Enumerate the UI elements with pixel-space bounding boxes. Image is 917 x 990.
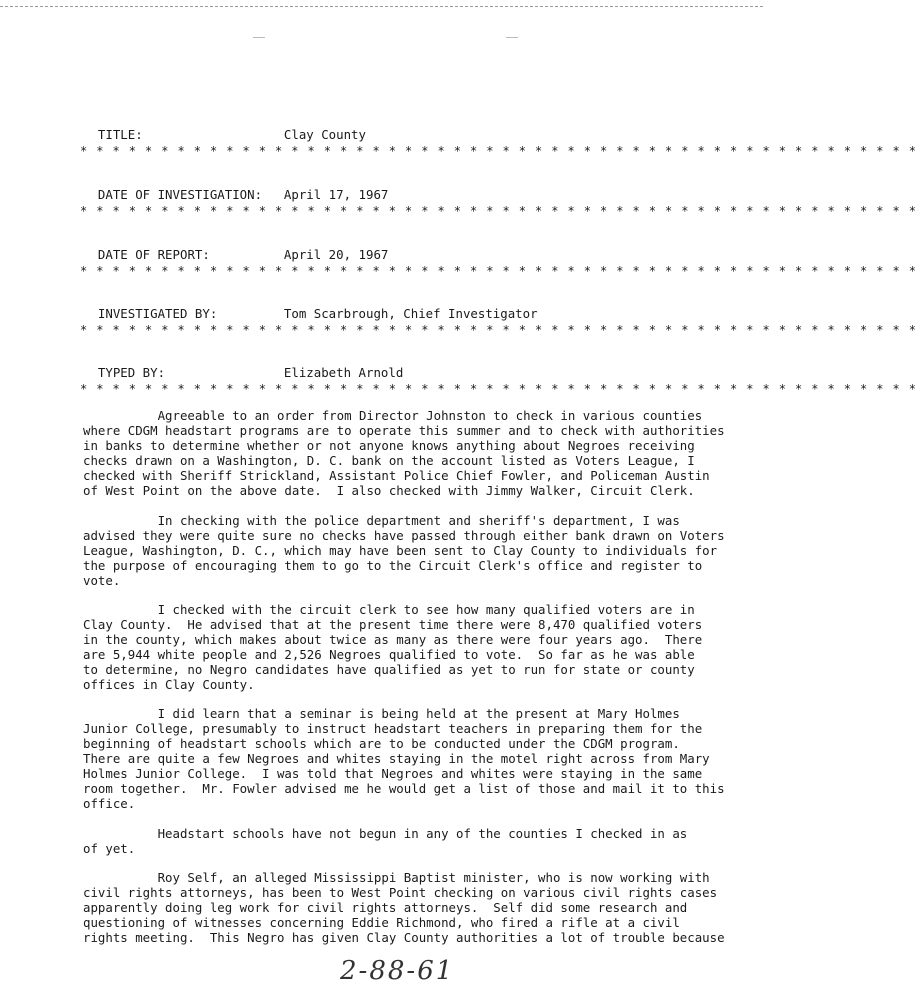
text-line: checks drawn on a Washington, D. C. bank on the account listed as Voters League, I <box>83 453 695 468</box>
typed-by-row <box>83 350 403 380</box>
typed-by-value: Elizabeth Arnold <box>283 365 404 380</box>
scan-speck <box>253 37 265 38</box>
title-value: Clay County <box>283 127 366 142</box>
text-line: I checked with the circuit clerk to see how many qualified voters are in <box>83 602 695 617</box>
separator: * * * * * * * * * * * * * * * * * * * * * * * * * * * * * * * * * * * * * * * * * * * * * * * * * * * * <box>80 382 917 396</box>
text-line: are 5,944 white people and 2,526 Negroes qualified to vote. So far as he was able <box>83 647 695 662</box>
date-investigation-value: April 17, 1967 <box>283 187 389 202</box>
text-line: apparently doing leg work for civil rights attorneys. Self did some research and <box>83 900 688 915</box>
text-line: Junior College, presumably to instruct headstart teachers in preparing them for the <box>83 721 703 736</box>
investigated-by-value: Tom Scarbrough, Chief Investigator <box>283 306 538 321</box>
paragraph-1 <box>83 408 733 498</box>
text-line: room together. Mr. Fowler advised me he would get a list of those and mail it to this <box>83 781 725 796</box>
handwritten-page-number: 2-88-61 <box>340 956 455 986</box>
text-line: Agreeable to an order from Director Johnston to check in various counties <box>83 408 703 423</box>
text-line: rights meeting. This Negro has given Clay County authorities a lot of trouble because <box>83 930 725 945</box>
date-investigation-row <box>83 172 388 202</box>
investigated-by-row <box>83 291 538 321</box>
title-label: TITLE: <box>97 127 143 142</box>
text-line: office. <box>83 796 136 811</box>
separator: * * * * * * * * * * * * * * * * * * * * * * * * * * * * * * * * * * * * * * * * * * * * * * * * * * * * <box>80 323 917 337</box>
paragraph-4 <box>83 706 733 811</box>
paragraph-3 <box>83 602 733 692</box>
date-report-value: April 20, 1967 <box>283 247 389 262</box>
text-line: to determine, no Negro candidates have qualified as yet to run for state or county <box>83 662 695 677</box>
text-line: advised they were quite sure no checks have passed through either bank drawn on Voters <box>83 528 725 543</box>
text-line: Holmes Junior College. I was told that Negroes and whites were staying in the same <box>83 766 703 781</box>
text-line: in the county, which makes about twice as many as there were four years ago. There <box>83 632 703 647</box>
text-line: In checking with the police department and sheriff's department, I was <box>83 513 680 528</box>
text-line: civil rights attorneys, has been to West Point checking on various civil rights cases <box>83 885 718 900</box>
text-line: where CDGM headstart programs are to operate this summer and to check with authorities <box>83 423 725 438</box>
separator: * * * * * * * * * * * * * * * * * * * * * * * * * * * * * * * * * * * * * * * * * * * * * * * * * * * * <box>80 264 917 278</box>
typed-by-label: TYPED BY: <box>97 365 166 380</box>
text-line: vote. <box>83 573 121 588</box>
paragraph-5 <box>83 826 733 856</box>
text-line: Headstart schools have not begun in any of the counties I checked in as <box>83 826 688 841</box>
text-line: beginning of headstart schools which are to be conducted under the CDGM program. <box>83 736 680 751</box>
text-line: League, Washington, D. C., which may have been sent to Clay County to individuals for <box>83 543 718 558</box>
date-report-label: DATE OF REPORT: <box>97 247 210 262</box>
investigated-by-label: INVESTIGATED BY: <box>97 306 218 321</box>
text-line: of yet. <box>83 841 136 856</box>
text-line: checked with Sheriff Strickland, Assistant Police Chief Fowler, and Policeman Austin <box>83 468 710 483</box>
scan-speck <box>506 37 518 38</box>
text-line: There are quite a few Negroes and whites staying in the motel right across from Mary <box>83 751 710 766</box>
paragraph-2 <box>83 513 733 588</box>
text-line: of West Point on the above date. I also checked with Jimmy Walker, Circuit Clerk. <box>83 483 695 498</box>
separator: * * * * * * * * * * * * * * * * * * * * * * * * * * * * * * * * * * * * * * * * * * * * * * * * * * * * <box>80 144 917 158</box>
top-edge <box>0 0 763 7</box>
text-line: the purpose of encouraging them to go to the Circuit Clerk's office and register to <box>83 558 703 573</box>
date-investigation-label: DATE OF INVESTIGATION: <box>97 187 263 202</box>
text-line: Roy Self, an alleged Mississippi Baptist minister, who is now working with <box>83 870 710 885</box>
paragraph-6 <box>83 870 733 945</box>
text-line: questioning of witnesses concerning Eddie Richmond, who fired a rifle at a civil <box>83 915 680 930</box>
date-report-row <box>83 232 388 262</box>
text-line: offices in Clay County. <box>83 677 255 692</box>
title-row <box>83 112 366 142</box>
text-line: Clay County. He advised that at the present time there were 8,470 qualified voters <box>83 617 703 632</box>
text-line: I did learn that a seminar is being held at the present at Mary Holmes <box>83 706 680 721</box>
separator: * * * * * * * * * * * * * * * * * * * * * * * * * * * * * * * * * * * * * * * * * * * * * * * * * * * * <box>80 204 917 218</box>
text-line: in banks to determine whether or not anyone knows anything about Negroes receiving <box>83 438 695 453</box>
